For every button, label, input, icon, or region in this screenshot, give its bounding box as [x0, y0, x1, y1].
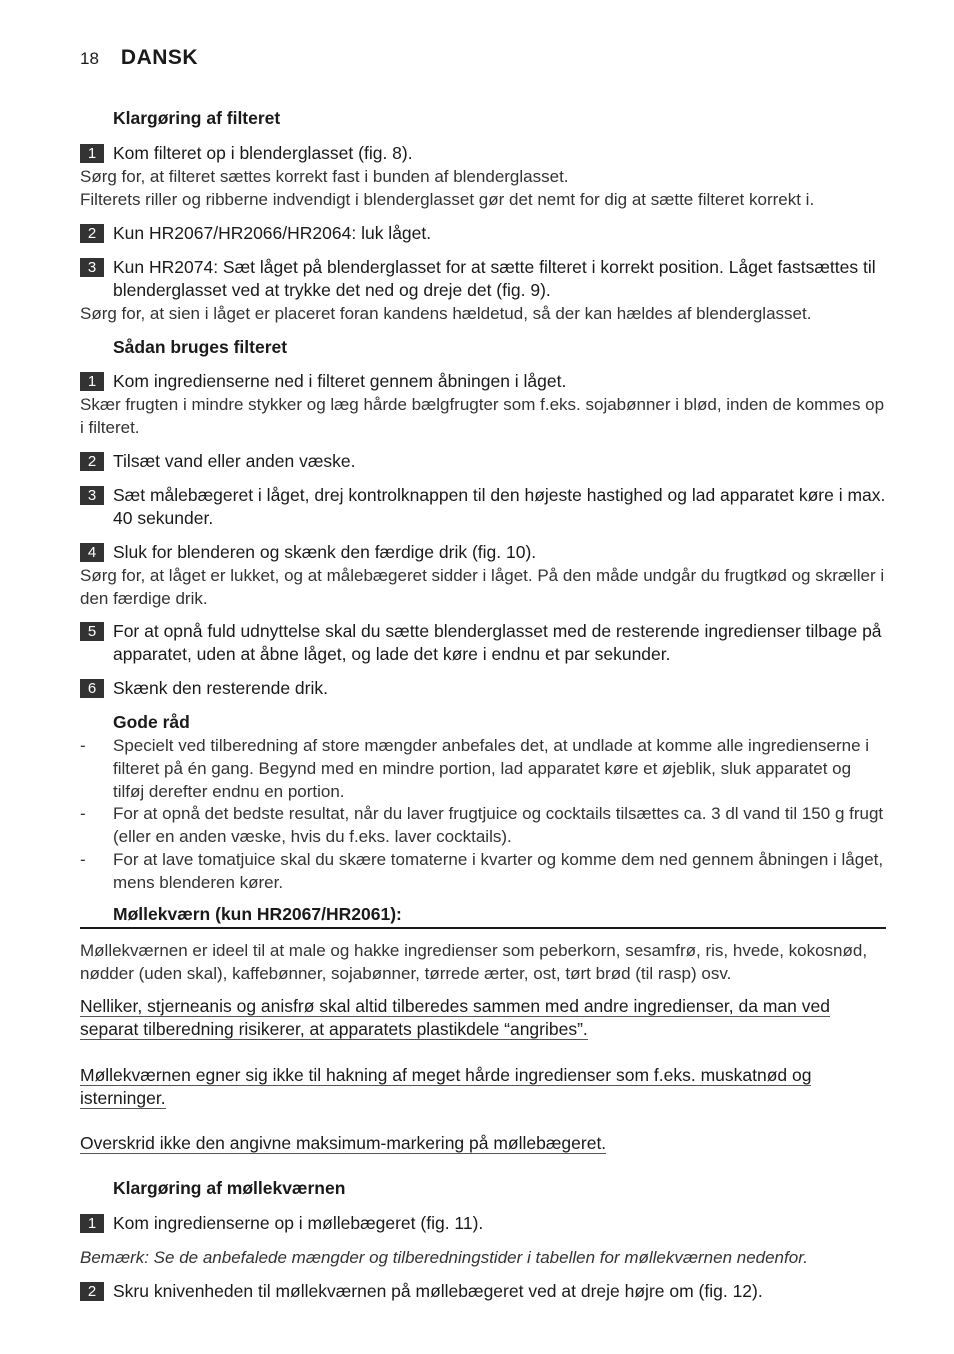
- step-text: For at opnå fuld udnyttelse skal du sætte blenderglasset med de resterende ingredienser tilbage på apparatet, uden at åbne låget, og lade det køre i endnu et par sekunder.: [113, 621, 882, 664]
- step-text: Sæt målebægeret i låget, drej kontrolknappen til den højeste hastighed og lad apparatet køre i max. 40 sekunder.: [113, 485, 886, 528]
- step-1-insert-filter: [80, 142, 886, 165]
- tip-item: [80, 734, 886, 803]
- step-text: Kun HR2074: Sæt låget på blenderglasset for at sætte filteret i korrekt position. Låget fastsættes til blenderglasset ved at trykke det ned og dreje det (fig. 9).: [113, 257, 876, 300]
- language-label: DANSK: [120, 46, 199, 69]
- step-1-fill-mill: [80, 1212, 886, 1235]
- tip-text: For at opnå det bedste resultat, når du laver frugtjuice og cocktails tilsættes ca. 3 dl vand til 150 g frugt (eller en anden væske, hvis du f.eks. laver cocktails).: [113, 804, 884, 846]
- step-2-attach-blade: [80, 1280, 886, 1303]
- bullet-dash: -: [80, 736, 86, 755]
- note-filter-grooves: Filterets riller og ribberne indvendigt i blenderglasset gør det nemt for dig at sætte filteret korrekt i.: [80, 190, 815, 209]
- step-text: Skru knivenheden til møllekværnen på møllebægeret ved at dreje højre om (fig. 12).: [113, 1281, 763, 1301]
- step-number: 1: [80, 144, 104, 163]
- step-6-pour-remaining: [80, 677, 886, 700]
- warning-line: Møllekværnen egner sig ikke til hakning af meget hårde ingredienser som f.eks. muskatnød og: [80, 1065, 812, 1085]
- section-mill-heading: [80, 903, 886, 929]
- tip-text: Specielt ved tilberedning af store mængder anbefales det, at undlade at komme alle ingredienserne i filteret på én gang. Begynd med en mindre portion, lad apparatet køre et øjeblik, sluk apparatet og tilføj derefter endnu en portion.: [113, 736, 870, 801]
- step-number: 1: [80, 372, 104, 391]
- step-5-remaining-ingredients: [80, 620, 886, 666]
- step-number: 2: [80, 224, 104, 243]
- warning-line: Overskrid ikke den angivne maksimum-markering på møllebægeret.: [80, 1133, 607, 1153]
- step-text: Kom ingredienserne ned i filteret gennem åbningen i låget.: [113, 371, 567, 391]
- step-1-add-ingredients: [80, 370, 886, 393]
- step-4-pour-drink: [80, 541, 886, 564]
- step-number: 1: [80, 1214, 104, 1233]
- step-2-add-water: [80, 450, 886, 473]
- step-number: 2: [80, 452, 104, 471]
- step-3-attach-lid: [80, 256, 886, 302]
- step-text: Kun HR2067/HR2066/HR2064: luk låget.: [113, 223, 432, 243]
- step-number: 6: [80, 679, 104, 698]
- step-text: Kom filteret op i blenderglasset (fig. 8).: [113, 143, 413, 163]
- note-sieve-position: Sørg for, at sien i låget er placeret foran kandens hældetud, så der kan hældes af blenderglasset.: [80, 304, 812, 323]
- heading-use-filter: Sådan bruges filteret: [113, 337, 288, 357]
- bullet-dash: -: [80, 804, 86, 823]
- warning-line: Nelliker, stjerneanis og anisfrø skal altid tilberedes sammen med andre ingredienser, da man ved: [80, 996, 830, 1016]
- step-text: Tilsæt vand eller anden væske.: [113, 451, 356, 471]
- section-title-text: Møllekværn (kun HR2067/HR2061):: [113, 904, 402, 924]
- note-see-table: Bemærk: Se de anbefalede mængder og tilberedningstider i tabellen for møllekværnen nedenfor.: [80, 1248, 808, 1267]
- tip-item: [80, 802, 886, 848]
- page-header: [80, 46, 198, 74]
- page-number: 18: [80, 49, 99, 68]
- step-number: 4: [80, 543, 104, 562]
- step-3-run-appliance: [80, 484, 886, 530]
- warning-line: isterninger.: [80, 1088, 166, 1108]
- mill-intro: Møllekværnen er ideel til at male og hakke ingredienser som peberkorn, sesamfrø, ris, hvede, kokosnød, nødder (uden skal), kaffebønner, sojabønner, tørrede ærter, ost, tørt brød (til rasp) osv.: [80, 941, 868, 983]
- step-number: 3: [80, 258, 104, 277]
- step-text: Sluk for blenderen og skænk den færdige drik (fig. 10).: [113, 542, 537, 562]
- step-number: 3: [80, 486, 104, 505]
- warning-hard-ingredients: [80, 1064, 886, 1110]
- warning-line: separat tilberedning risikerer, at apparatets plastikdele “angribes”.: [80, 1019, 588, 1039]
- tip-item: [80, 848, 886, 894]
- note-lid-closed: Sørg for, at låget er lukket, og at målebægeret sidder i låget. På den måde undgår du frugtkød og skræller i den færdige drik.: [80, 566, 885, 608]
- heading-prepare-mill: Klargøring af møllekværnen: [113, 1178, 346, 1198]
- warning-max-mark: [80, 1132, 886, 1155]
- heading-tips: Gode råd: [113, 712, 190, 732]
- heading-prepare-filter: Klargøring af filteret: [113, 108, 281, 128]
- step-2-close-lid: [80, 222, 886, 245]
- step-text: Skænk den resterende drik.: [113, 678, 328, 698]
- step-text: Kom ingredienserne op i møllebægeret (fig. 11).: [113, 1213, 484, 1233]
- step-number: 2: [80, 1282, 104, 1301]
- step-number: 5: [80, 622, 104, 641]
- warning-cloves: [80, 995, 886, 1041]
- note-cut-fruit: Skær frugten i mindre stykker og læg hårde bælgfrugter som f.eks. sojabønner i blød, inden de kommes op i filteret.: [80, 395, 885, 437]
- tip-text: For at lave tomatjuice skal du skære tomaterne i kvarter og komme dem ned gennem åbningen i låget, mens blenderen kører.: [113, 850, 884, 892]
- bullet-dash: -: [80, 850, 86, 869]
- note-filter-fit: Sørg for, at filteret sættes korrekt fast i bunden af blenderglasset.: [80, 167, 569, 186]
